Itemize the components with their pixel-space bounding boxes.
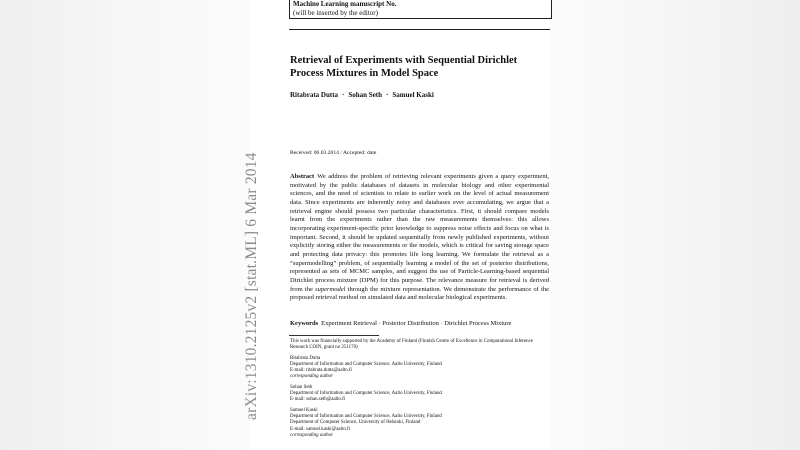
- author-affiliation-line: Department of Information and Computer Science, Aalto University, Finland: [290, 361, 442, 367]
- funding-note: This work was financially supported by the Academy of Finland (Finnish Centre of Excellence in Computational Inference Research COIN, grant no 251170): [290, 339, 533, 351]
- author-name: Samuel Kaski: [392, 91, 434, 99]
- paper-title: Retrieval of Experiments with Sequential Dirichlet Process Mixtures in Model Space: [290, 55, 518, 79]
- author-email: E-mail: sohan.seth@aalto.fi: [290, 397, 346, 403]
- author-affiliation-name: Sohan Seth: [290, 384, 313, 390]
- corresponding-author-note: corresponding author: [290, 432, 334, 438]
- author-affiliation-name: Ritabrata Dutta: [290, 355, 321, 361]
- author-name: Ritabrata Dutta: [290, 91, 339, 99]
- author-email: E-mail: samuel.kaski@aalto.fi: [290, 426, 351, 432]
- author-list: [290, 91, 548, 99]
- abstract-label: Abstract: [290, 173, 315, 180]
- footnotes: [290, 339, 550, 439]
- keywords-text: Experiment Retrieval · Posterior Distribution · Dirichlet Process Mixture: [321, 320, 512, 327]
- author-affiliation-name: Samuel Kaski: [290, 407, 318, 413]
- manuscript-box-note: (will be inserted by the editor): [293, 9, 378, 17]
- keywords: [290, 320, 548, 327]
- corresponding-author-note: corresponding author: [290, 374, 334, 380]
- abstract: [290, 173, 549, 303]
- author-separator: ·: [386, 91, 389, 99]
- abstract-text: We address the problem of retrieving relevant experiments given a query experiment, motivated by the public databases of datasets in molecular biology and other experimental sciences, and the need of scientists to relate to earlier work on the level of actual measurement data. Since experiments are inherently noisy and databases ever accumulating, we argue that a retrieval engine should possess two particular characteristics. First, it should compare models learnt from the experiments rather than the raw measurements themselves: this allows incorporating experiment-specific prior knowledge to suppress noise effects and focus on what is important. Second, it should be updated sequentially from newly published experiments, without explicitly storing either the measurements or the models, which is critical for saving storage space and protecting data privacy: this promotes life long learning. We formulate the retrieval as a “supermodelling” problem, of sequentially learning a model of the set of posterior distributions, represented as sets of MCMC samples, and suggest the use of Particle-Learning-based sequential Dirichlet process mixture (DPM) for this purpose. The relevance measure for retrieval is derived from the: [290, 173, 549, 293]
- manuscript-box-title: Machine Learning manuscript No.: [293, 0, 397, 8]
- author-separator: ·: [342, 91, 345, 99]
- arxiv-identifier: arXiv:1310.2125v2 [stat.ML] 6 Mar 2014: [243, 152, 260, 420]
- author-affiliation-line: Department of Information and Computer Science, Aalto University, Finland: [290, 413, 442, 419]
- author-affiliation-line: Department of Computer Science, University of Helsinki, Finland: [290, 420, 421, 426]
- author-affiliation-line: Department of Information and Computer Science, Aalto University, Finland: [290, 391, 442, 397]
- manuscript-box: [289, 0, 552, 19]
- abstract-text-end: through the mixture representation. We demonstrate the performance of the proposed retrieval method on simulated data and molecular biological experiments.: [290, 285, 550, 302]
- author-name: Sohan Seth: [348, 91, 383, 99]
- header-rule: [289, 29, 550, 30]
- received-date: Received: 06.03.2014 / Accepted: date: [290, 150, 377, 156]
- author-email: E-mail: ritabrata.dutta@aalto.fi: [290, 368, 352, 374]
- keywords-label: Keywords: [290, 320, 319, 327]
- footnote-rule: [289, 335, 379, 336]
- abstract-emphasis: supermodel: [315, 285, 346, 293]
